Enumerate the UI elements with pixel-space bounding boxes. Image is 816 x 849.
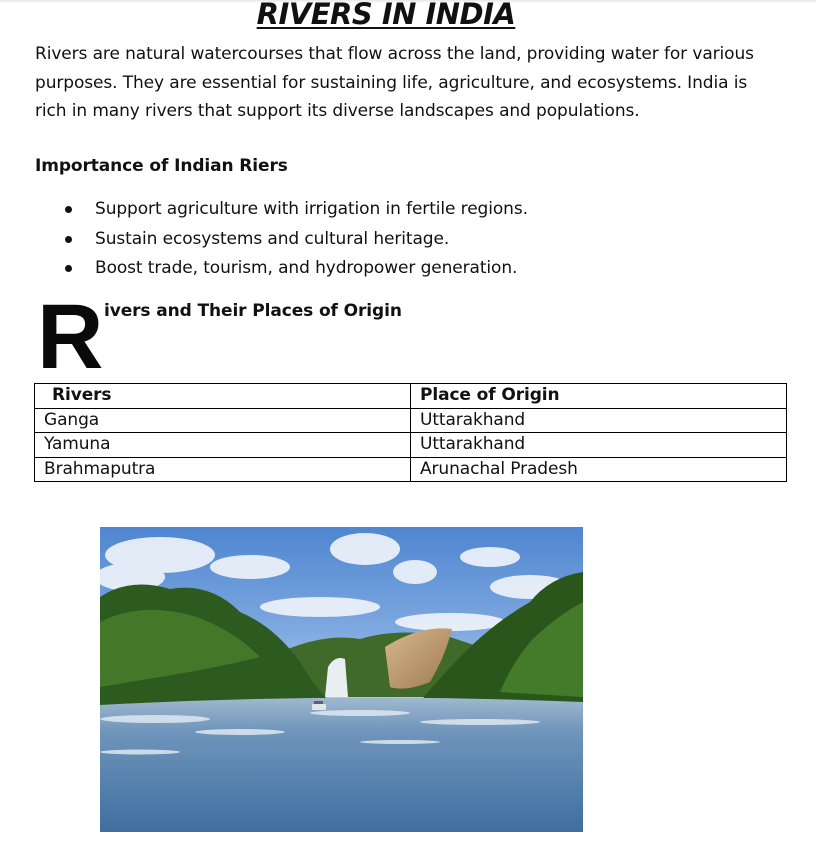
bullet-icon xyxy=(65,236,72,243)
origins-heading: ivers and Their Places of Origin xyxy=(104,301,402,321)
origin-cell: Uttarakhand xyxy=(411,408,787,433)
drop-cap-letter: R xyxy=(37,286,104,388)
river-name-cell: Brahmaputra xyxy=(35,457,411,482)
table-row xyxy=(35,433,787,458)
importance-list xyxy=(35,195,775,284)
list-item xyxy=(35,254,775,284)
bullet-icon xyxy=(65,206,72,213)
list-item xyxy=(35,195,775,225)
importance-heading: Importance of Indian Riers xyxy=(35,156,288,176)
table-row xyxy=(35,408,787,433)
intro-paragraph: Rivers are natural watercourses that flow across the land, providing water for various purposes. They are essential for sustaining life, agriculture, and ecosystems. India is rich in many rivers that support its diverse landscapes and populations. xyxy=(35,44,754,121)
table-header-row xyxy=(35,384,787,409)
table-row xyxy=(35,457,787,482)
list-item xyxy=(35,225,775,255)
origin-cell: Arunachal Pradesh xyxy=(411,457,787,482)
column-header-origin: Place of Origin xyxy=(411,384,787,409)
rivers-table xyxy=(34,383,787,482)
list-item-text: Support agriculture with irrigation in fertile regions. xyxy=(95,199,528,219)
list-item-text: Sustain ecosystems and cultural heritage. xyxy=(95,228,450,249)
bullet-icon xyxy=(65,265,72,272)
river-name-cell: Ganga xyxy=(35,408,411,433)
page-title: RIVERS IN INDIA xyxy=(256,0,516,31)
origin-cell: Uttarakhand xyxy=(411,433,787,458)
river-name-cell: Yamuna xyxy=(35,433,411,458)
column-header-rivers: Rivers xyxy=(35,384,411,409)
boat xyxy=(312,704,326,710)
list-item-text: Boost trade, tourism, and hydropower generation. xyxy=(95,258,518,278)
river-photo xyxy=(100,527,583,832)
